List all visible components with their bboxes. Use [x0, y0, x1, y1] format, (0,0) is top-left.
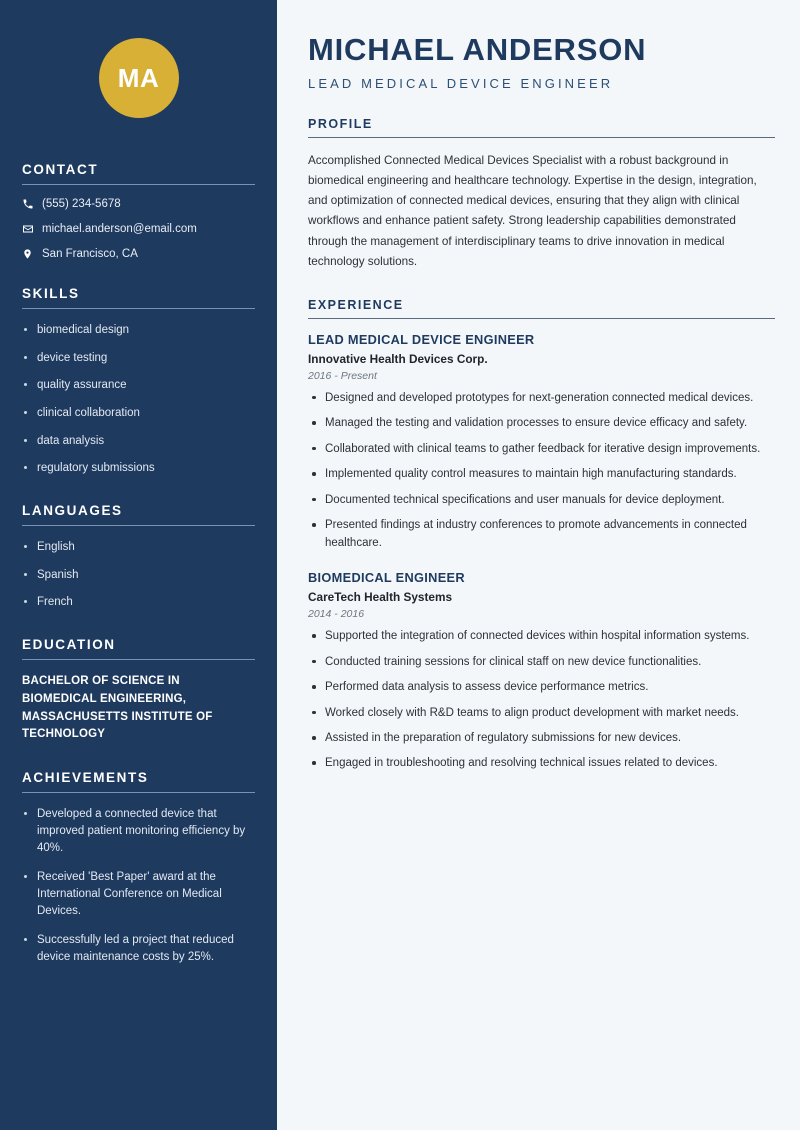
location-pin-icon: [22, 248, 42, 260]
achievements-divider: [22, 792, 255, 793]
phone-icon: [22, 198, 42, 210]
education-degree: BACHELOR OF SCIENCE IN BIOMEDICAL ENGINEERING, MASSACHUSETTS INSTITUTE OF TECHNOLOGY: [22, 675, 213, 741]
experience-job-title: BIOMEDICAL ENGINEER: [308, 570, 465, 586]
experience-company: Innovative Health Devices Corp.: [308, 351, 488, 366]
list-item: Collaborated with clinical teams to gather feedback for iterative design improvements.: [308, 441, 775, 458]
skills-section: [22, 286, 255, 477]
avatar: MA: [99, 38, 179, 118]
skills-heading: SKILLS: [22, 286, 80, 301]
list-item: Documented technical specifications and user manuals for device deployment.: [308, 492, 775, 509]
experience-dates: 2016 - Present: [308, 369, 377, 382]
experience-section: [308, 298, 775, 773]
list-item: Performed data analysis to assess device performance metrics.: [308, 679, 775, 696]
experience-bullets: [308, 628, 775, 773]
list-item: device testing: [22, 350, 255, 367]
list-item: Implemented quality control measures to maintain high manufacturing standards.: [308, 466, 775, 483]
education-divider: [22, 659, 255, 660]
list-item: Supported the integration of connected devices within hospital information systems.: [308, 628, 775, 645]
profile-divider: [308, 137, 775, 138]
list-item: quality assurance: [22, 377, 255, 394]
job-role-subtitle: LEAD MEDICAL DEVICE ENGINEER: [308, 76, 614, 92]
experience-entry: [308, 570, 775, 620]
list-item: clinical collaboration: [22, 405, 255, 422]
main-content: [277, 0, 800, 1130]
email-icon: [22, 223, 42, 235]
list-item: Developed a connected device that improved patient monitoring efficiency by 40%.: [22, 806, 255, 856]
experience-dates: 2014 - 2016: [308, 608, 365, 621]
list-item: regulatory submissions: [22, 460, 255, 477]
page-title: MICHAEL ANDERSON: [308, 32, 647, 67]
contact-email-value: michael.anderson@email.com: [42, 223, 197, 235]
sidebar: [0, 0, 277, 1130]
list-item: biomedical design: [22, 322, 255, 339]
experience-company: CareTech Health Systems: [308, 590, 453, 605]
contact-heading: CONTACT: [22, 162, 99, 177]
profile-text: Accomplished Connected Medical Devices Specialist with a robust background in biomedical engineering and healthcare technology. Expertise in the design, integration, and optimization of connected medical devices, ensuring that they align with clinical workflows and enhance patient safety. Strong leadership capabilities demonstrated through the management of interdisciplinary teams to drive innovation in medical technology solutions.: [308, 154, 757, 268]
contact-section: [22, 162, 255, 260]
skills-list: [22, 322, 255, 477]
experience-bullets: [308, 390, 775, 552]
achievements-list: [22, 806, 255, 965]
profile-heading: PROFILE: [308, 117, 373, 132]
contact-phone-value: (555) 234-5678: [42, 198, 121, 210]
list-item: Managed the testing and validation processes to ensure device efficacy and safety.: [308, 415, 775, 432]
contact-phone-row[interactable]: [22, 198, 255, 210]
experience-entry: [308, 332, 775, 382]
profile-section: [308, 117, 775, 272]
list-item: Engaged in troubleshooting and resolving technical issues related to devices.: [308, 755, 775, 772]
list-item: Successfully led a project that reduced device maintenance costs by 25%.: [22, 932, 255, 965]
experience-job-title: LEAD MEDICAL DEVICE ENGINEER: [308, 331, 535, 347]
list-item: data analysis: [22, 433, 255, 450]
list-item: Presented findings at industry conferences to promote advancements in connected healthcare.: [308, 517, 775, 552]
languages-heading: LANGUAGES: [22, 503, 123, 519]
list-item: French: [22, 594, 255, 611]
list-item: Worked closely with R&D teams to align product development with market needs.: [308, 705, 775, 722]
education-section: [22, 637, 255, 744]
list-item: Designed and developed prototypes for next-generation connected medical devices.: [308, 390, 775, 407]
list-item: Conducted training sessions for clinical staff on new device functionalities.: [308, 654, 775, 671]
languages-section: [22, 503, 255, 611]
experience-heading: EXPERIENCE: [308, 297, 404, 312]
list-item: Received 'Best Paper' award at the International Conference on Medical Devices.: [22, 869, 255, 919]
achievements-heading: ACHIEVEMENTS: [22, 770, 149, 786]
list-item: Spanish: [22, 567, 255, 584]
contact-divider: [22, 184, 255, 185]
experience-divider: [308, 318, 775, 319]
contact-location-row[interactable]: [22, 248, 255, 260]
contact-email-row[interactable]: [22, 223, 255, 235]
education-heading: EDUCATION: [22, 637, 116, 653]
contact-location-value: San Francisco, CA: [42, 248, 138, 260]
list-item: English: [22, 539, 255, 556]
list-item: Assisted in the preparation of regulatory submissions for new devices.: [308, 730, 775, 747]
skills-divider: [22, 308, 255, 309]
languages-divider: [22, 525, 255, 526]
achievements-section: [22, 770, 255, 965]
languages-list: [22, 539, 255, 611]
avatar-container: [22, 0, 255, 162]
